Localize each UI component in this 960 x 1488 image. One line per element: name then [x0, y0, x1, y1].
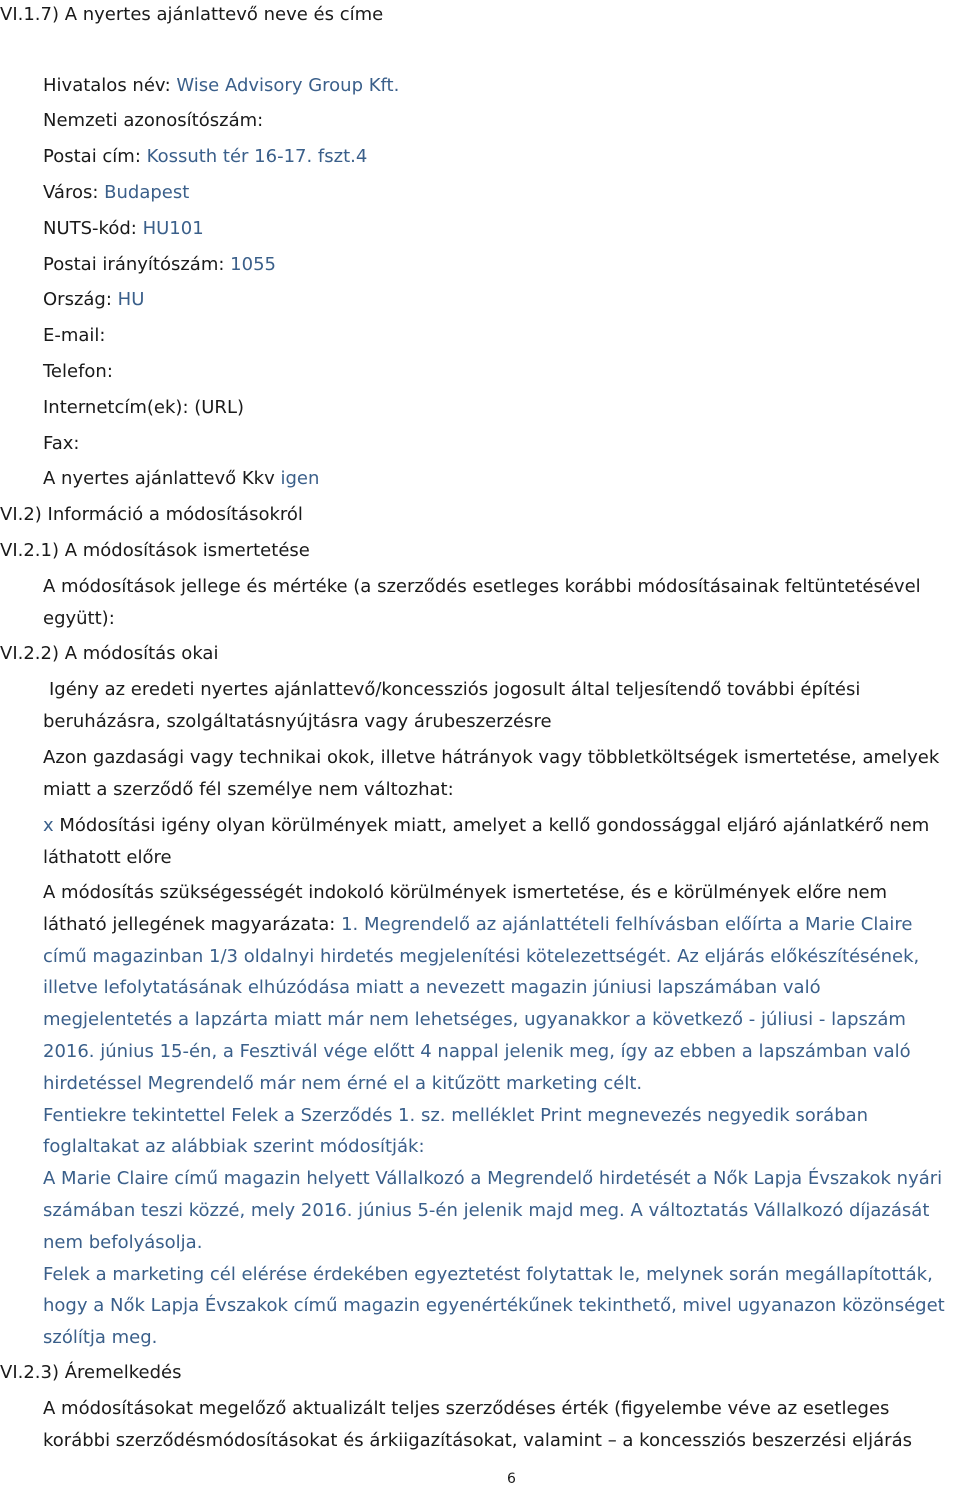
- explanation-text-line: hogy a Nők Lapja Évszakok című magazin egyenértékűnek tekinthető, mivel ugyanazon közönséget: [43, 1295, 945, 1316]
- sme-label: A nyertes ajánlattevő Kkv: [43, 468, 275, 489]
- explanation-label: látható jellegének magyarázata:: [43, 914, 336, 935]
- postal-address-row: [43, 145, 367, 169]
- postal-address-value: Kossuth tér 16-17. fszt.4: [146, 146, 368, 167]
- section-title-vi23: VI.2.3) Áremelkedés: [0, 1362, 182, 1383]
- official-name-label: Hivatalos név:: [43, 75, 171, 96]
- email-label: E-mail:: [43, 325, 106, 346]
- reason2-line1: Azon gazdasági vagy technikai okok, illetve hátrányok vagy többletköltségek ismertetése, amelyek: [43, 747, 940, 768]
- sme-row: [43, 467, 319, 491]
- explanation-text-line: nem befolyásolja.: [43, 1232, 203, 1253]
- explanation-text-line: szólítja meg.: [43, 1327, 158, 1348]
- explanation-text-line: 2016. június 15-én, a Fesztivál vége előtt 4 nappal jelenik meg, így az ebben a lapszámban való: [43, 1041, 911, 1062]
- sme-value: igen: [280, 468, 320, 489]
- page-number: 6: [507, 1471, 516, 1487]
- nuts-value: HU101: [142, 218, 204, 239]
- city-label: Város:: [43, 182, 99, 203]
- section-title-vi17: VI.1.7) A nyertes ajánlattevő neve és címe: [0, 4, 384, 25]
- explanation-text-line: megjelentetés a lapzárta miatt már nem lehetséges, ugyanakkor a következő - júliusi - lapszám: [43, 1009, 906, 1030]
- explanation-text-line: Fentiekre tekintettel Felek a Szerződés 1. sz. melléklet Print megnevezés negyedik sorában: [43, 1105, 869, 1126]
- explanation-text-line: című magazinban 1/3 oldalnyi hirdetés megjelenítési kötelezettségét. Az eljárás előkészítésének,: [43, 946, 920, 967]
- postal-code-value: 1055: [230, 254, 276, 275]
- explanation-text-line: A Marie Claire című magazin helyett Vállalkozó a Megrendelő hirdetését a Nők Lapja Évszakok nyári: [43, 1168, 943, 1189]
- postal-code-label: Postai irányítószám:: [43, 254, 225, 275]
- explanation-line1: A módosítás szükségességét indokoló körülmények ismertetése, és e körülmények előre nem: [43, 882, 888, 903]
- city-value: Budapest: [104, 182, 190, 203]
- section-title-vi22: VI.2.2) A módosítás okai: [0, 643, 219, 664]
- country-row: [43, 288, 144, 312]
- official-name-value: Wise Advisory Group Kft.: [176, 75, 400, 96]
- postal-address-label: Postai cím:: [43, 146, 141, 167]
- postal-code-row: [43, 253, 276, 277]
- vi21-text-line1: A módosítások jellege és mértéke (a szerződés esetleges korábbi módosításainak feltüntetésével: [43, 576, 921, 597]
- city-row: [43, 181, 189, 205]
- phone-label: Telefon:: [43, 361, 113, 382]
- explanation-text-line: foglaltakat az alábbiak szerint módosítják:: [43, 1136, 425, 1157]
- explanation-line2: [43, 913, 912, 937]
- explanation-text-line: Felek a marketing cél elérése érdekében egyeztetést folytattak le, melynek során megállapították,: [43, 1264, 933, 1285]
- vi23-text-line2: korábbi szerződésmódosításokat és árkiigazításokat, valamint – a koncessziós beszerzési eljárás: [43, 1430, 912, 1451]
- nuts-row: [43, 217, 204, 241]
- section-title-vi2: VI.2) Információ a módosításokról: [0, 504, 303, 525]
- vi23-text-line1: A módosításokat megelőző aktualizált teljes szerződéses érték (figyelembe véve az esetleges: [43, 1398, 890, 1419]
- explanation-value-start: 1. Megrendelő az ajánlattételi felhívásban előírta a Marie Claire: [341, 914, 913, 935]
- explanation-text-line: hirdetéssel Megrendelő már nem érné el a kitűzött marketing célt.: [43, 1073, 643, 1094]
- reason3-line1: Módosítási igény olyan körülmények miatt, amelyet a kellő gondossággal eljáró ajánlatkérő nem: [59, 815, 930, 836]
- nuts-label: NUTS-kód:: [43, 218, 137, 239]
- national-id-label: Nemzeti azonosítószám:: [43, 110, 264, 131]
- explanation-text-line: számában teszi közzé, mely 2016. június 5-én jelenik majd meg. A változtatás Vállalkozó díjazását: [43, 1200, 930, 1221]
- reason2-line2: miatt a szerződő fél személye nem változhat:: [43, 779, 454, 800]
- fax-label: Fax:: [43, 433, 80, 454]
- official-name-row: [43, 74, 399, 98]
- reason1-line2: beruházásra, szolgáltatásnyújtásra vagy árubeszerzésre: [43, 711, 552, 732]
- country-label: Ország:: [43, 289, 112, 310]
- reason3-checkmark: x: [43, 815, 54, 836]
- reason3-row: [43, 814, 929, 838]
- country-value: HU: [117, 289, 145, 310]
- reason1-line1: Igény az eredeti nyertes ajánlattevő/koncessziós jogosult által teljesítendő további építési: [49, 679, 861, 700]
- explanation-text-line: illetve lefolytatásának elhúzódása miatt a nevezett magazin júniusi lapszámában való: [43, 977, 821, 998]
- url-label: Internetcím(ek): (URL): [43, 397, 244, 418]
- section-title-vi21: VI.2.1) A módosítások ismertetése: [0, 540, 310, 561]
- vi21-text-line2: együtt):: [43, 608, 115, 629]
- reason3-line2: láthatott előre: [43, 847, 172, 868]
